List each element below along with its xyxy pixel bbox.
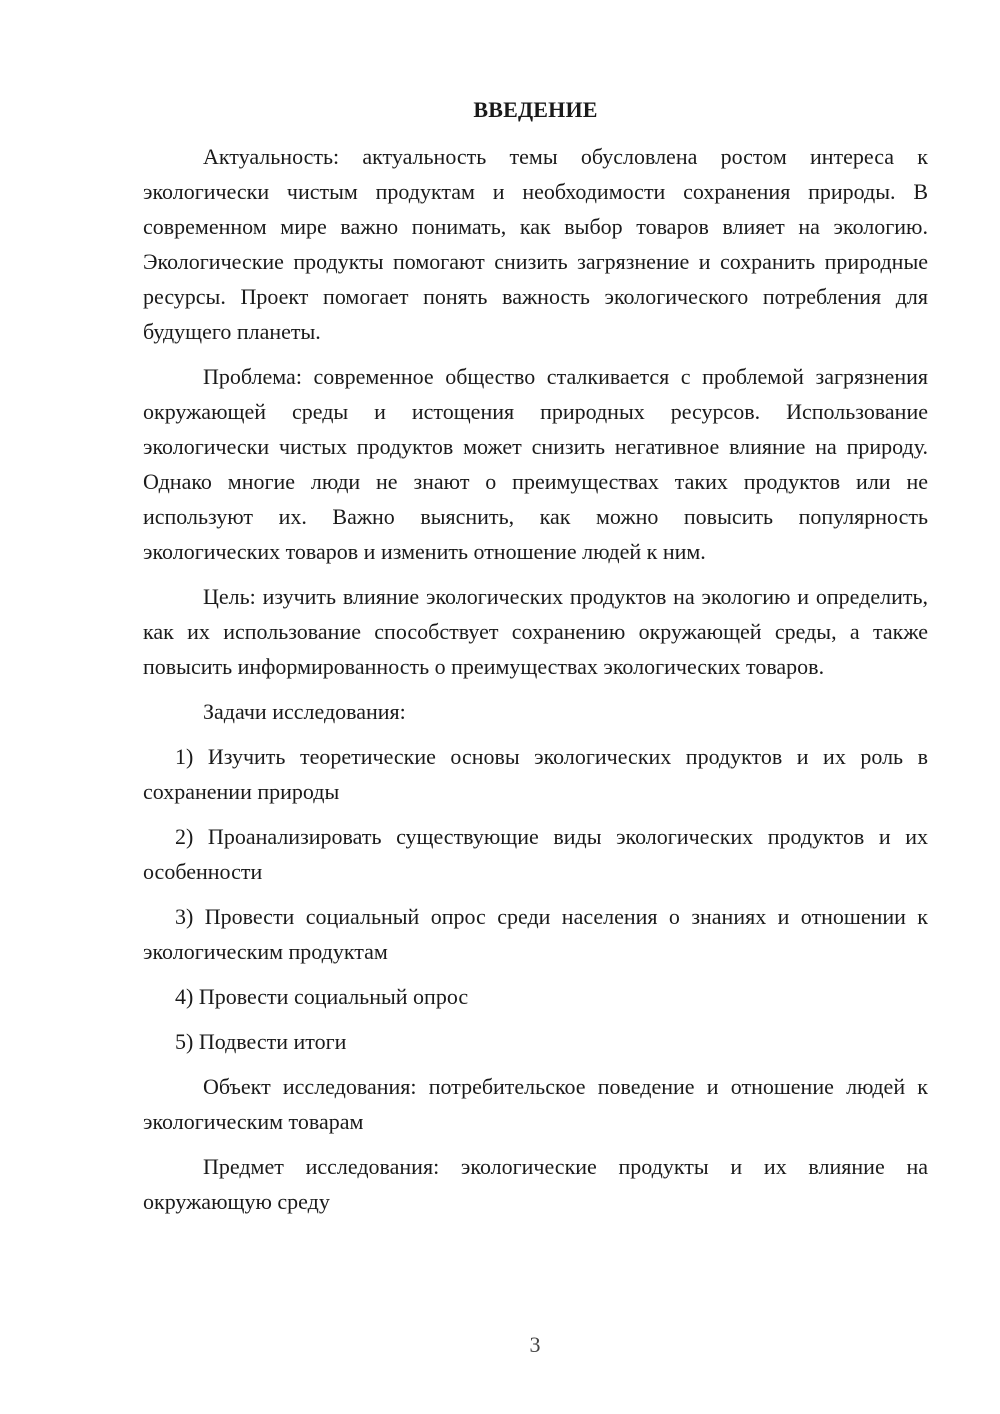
paragraph-goal: Цель: изучить влияние экологических продуктов на экологию и определить, как их использование способствует сохранению окружающей среды, а также повысить информированность о преимуществах экологических товаров. bbox=[143, 584, 928, 679]
paragraph-problem: Проблема: современное общество сталкивается с проблемой загрязнения окружающей среды и истощения природных ресурсов. Использование экологически чистых продуктов может снизить негативное влияние на природу. Однако многие люди не знают о преимуществах таких продуктов или не используют их. Важно выяснить, как можно повысить популярность экологических товаров и изменить отношение людей к ним. bbox=[143, 364, 928, 564]
task-item-5: 5) Подвести итоги bbox=[175, 1029, 347, 1054]
task-item-1: 1) Изучить теоретические основы экологических продуктов и их роль в сохранении природы bbox=[143, 744, 928, 804]
task-item-4: 4) Провести социальный опрос bbox=[175, 984, 469, 1009]
task-item-2: 2) Проанализировать существующие виды экологических продуктов и их особенности bbox=[143, 824, 928, 884]
paragraph-research-object: Объект исследования: потребительское поведение и отношение людей к экологическим товарам bbox=[143, 1074, 928, 1134]
page-title: ВВЕДЕНИЕ bbox=[473, 97, 598, 122]
paragraph-relevance: Актуальность: актуальность темы обусловлена ростом интереса к экологически чистым продуктам и необходимости сохранения природы. В современном мире важно понимать, как выбор товаров влияет на экологию. Экологические продукты помогают снизить загрязнение и сохранить природные ресурсы. Проект помогает понять важность экологического потребления для будущего планеты. bbox=[143, 144, 928, 344]
task-item-3: 3) Провести социальный опрос среди населения о знаниях и отношении к экологическим продуктам bbox=[143, 904, 928, 964]
page-number: 3 bbox=[529, 1332, 541, 1357]
paragraph-tasks-heading: Задачи исследования: bbox=[203, 699, 406, 724]
paragraph-research-subject: Предмет исследования: экологические продукты и их влияние на окружающую среду bbox=[143, 1154, 928, 1214]
document-page bbox=[143, 92, 928, 1229]
